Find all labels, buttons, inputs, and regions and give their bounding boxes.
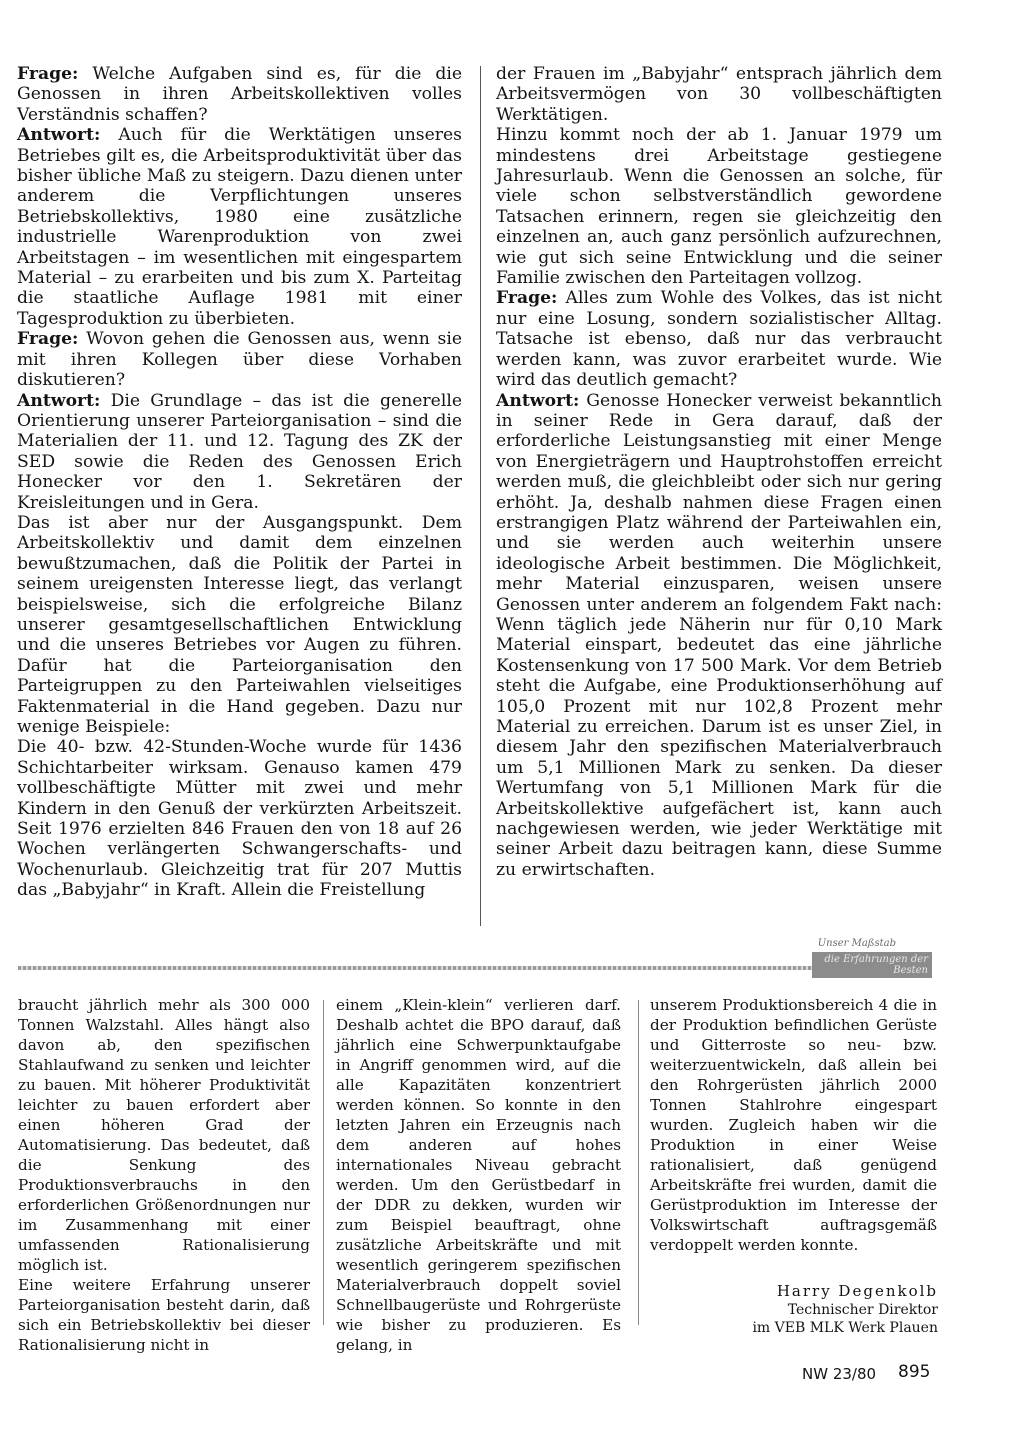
author-title: Technischer Direktor bbox=[787, 1302, 938, 1318]
section-divider-band bbox=[18, 966, 813, 970]
issue-number: NW 23/80 bbox=[802, 1365, 877, 1383]
page-number: 895 bbox=[898, 1362, 931, 1382]
question-2: Frage: Wovon gehen die Genossen aus, wenn sie mit ihren Kollegen über diese Vorhaben diskutieren? bbox=[17, 329, 462, 391]
question-1: Frage: Welche Aufgaben sind es, für die die Genossen in ihren Arbeitskollektiven volles Verständnis schaffen? bbox=[17, 64, 462, 125]
answer-2: Antwort: Die Grundlage – das ist die generelle Orientierung unserer Parteiorganisation – sind die Materialien der 11. und 12. Tagung des ZK der SED sowie die Reden des Genossen Erich Honecker vor den 1. Sekretären der Kreisleitungen und in Gera. bbox=[17, 390, 462, 513]
author-name: Harry Degenkolb bbox=[776, 1282, 938, 1300]
paragraph: einem „Klein-klein“ verlieren darf. Deshalb achtet die BPO darauf, daß jährlich eine Schwerpunktaufgabe in Angriff genommen wird, auf die alle Kapazitäten konzentriert werden können. So konnte in den letzten Jahren ein Erzeugnis nach dem anderen auf hohes internationales Niveau gebracht werden. Um den Gerüstbedarf in der DDR zu dekken, wurden wir zum Beispiel beauftragt, ohne zusätzliche Arbeitskräfte und mit wesentlich geringerem spezifischen Materialverbrauch doppelt soviel Schnellbaugerüste und Rohrgerüste wie bisher zu produzieren. Es gelang, in bbox=[336, 996, 621, 1354]
article-column-5 bbox=[650, 995, 937, 1255]
column-divider bbox=[638, 1000, 639, 1325]
article-column-1 bbox=[17, 64, 462, 901]
paragraph: unserem Produktionsbereich 4 die in der Produktion befindlichen Gerüste und Gitterroste so neu- bzw. weiterzuentwickeln, daß allein bei den Rohrgerüsten jährlich 2000 Tonnen Stahlrohre eingespart wurden. Zugleich haben wir die Produktion in einer Weise rationalisiert, daß genügend Arbeitskräfte frei wurden, damit die Gerüstproduktion im Interesse der Volkswirtschaft auftragsgemäß verdoppelt werden konnte. bbox=[650, 996, 937, 1254]
answer-3: Antwort: Genosse Honecker verweist bekanntlich in seiner Rede in Gera darauf, daß der erforderliche Leistungsanstieg mit einer Menge von Energieträgern und Hauptrohstoffen erreicht werden muß, die gleichbleibt oder sich nur gering erhöht. Ja, deshalb nahmen diese Fragen einen erstrangigen Platz während der Parteiwahlen ein, und sie werden auch weiterhin unsere ideologische Arbeit bestimmen. Die Möglichkeit, mehr Material einzusparen, weisen unsere Genossen unter anderem an folgendem Fakt nach: Wenn täglich jede Näherin nur für 0,10 Mark Material einspart, bedeutet das eine jährliche Kostensenkung von 17 500 Mark. Vor dem Betrieb steht die Aufgabe, eine Produktionserhöhung auf 105,0 Prozent mit nur 102,8 Prozent mehr Material zu erreichen. Darum ist es unser Ziel, in diesem Jahr den spezifischen Materialverbrauch um 5,1 Millionen Mark zu senken. Da dieser Wertumfang von 5,1 Millionen Mark für die Arbeitskollektive aufgefächert ist, kann auch nachgewiesen werden, wie jeder Werktätige mit seiner Arbeit dazu beitragen kann, diese Summe zu erwirtschaften. bbox=[496, 390, 942, 880]
paragraph: braucht jährlich mehr als 300 000 Tonnen Walzstahl. Alles hängt also davon ab, den spezifischen Stahlaufwand zu senken und leichter zu bauen. Mit höherer Produktivität leichter zu bauen erfordert aber einen höheren Grad der Automatisierung. Das bedeutet, daß die Senkung des Produktionsverbrauchs in den erforderlichen Größenordnungen nur im Zusammenhang mit einer umfassenden Rationalisierung möglich ist. bbox=[18, 996, 310, 1274]
rubric-logo: Unser Maßstab die Erfahrungen der Besten bbox=[812, 938, 932, 974]
paragraph: Hinzu kommt noch der ab 1. Januar 1979 um mindestens drei Arbeitstage gestiegene Jahresurlaub. Wenn die Genossen an solche, für viele schon selbstverständlich gewordene Tatsachen erinnern, regen sie gleichzeitig den einzelnen an, auch ganz persönlich aufzurechnen, wie gut sich seine Entwicklung und die seiner Familie zwischen den Parteitagen vollzog. bbox=[496, 125, 942, 289]
column-divider bbox=[323, 1000, 324, 1325]
answer-1: Antwort: Auch für die Werktätigen unseres Betriebes gilt es, die Arbeitsproduktivität über das bisher übliche Maß zu steigern. Dazu dienen unter anderem die Verpflichtungen unseres Betriebskollektivs, 1980 eine zusätzliche industrielle Warenproduktion von zwei Arbeitstagen – im wesentlichen mit eingespartem Material – zu erarbeiten und bis zum X. Parteitag die staatliche Auflage 1981 mit einer Tagesproduktion zu überbieten. bbox=[17, 125, 462, 329]
paragraph: Die 40- bzw. 42-Stunden-Woche wurde für 1436 Schichtarbeiter wirksam. Genauso kamen 479 vollbeschäftigte Mütter mit zwei und mehr Kindern in den Genuß der verkürzten Arbeitszeit. Seit 1976 erzielten 846 Frauen den von 18 auf 26 Wochen verlängerten Schwangerschafts- und Wochenurlaub. Gleichzeitig trat für 207 Muttis das „Babyjahr“ in Kraft. Allein die Freistellung bbox=[17, 737, 462, 901]
paragraph: der Frauen im „Babyjahr“ entsprach jährlich dem Arbeitsvermögen von 30 vollbeschäftigten Werktätigen. bbox=[496, 64, 942, 125]
paragraph: Eine weitere Erfahrung unserer Parteiorganisation besteht darin, daß sich ein Betriebskollektiv bei dieser Rationalisierung nicht in bbox=[18, 1276, 310, 1354]
article-column-2 bbox=[496, 64, 942, 880]
paragraph: Das ist aber nur der Ausgangspunkt. Dem Arbeitskollektiv und damit dem einzelnen bewußtzumachen, daß die Politik der Partei in seinem ureigensten Interesse liegt, das verlangt beispielsweise, sich die erfolgreiche Bilanz unserer gesamtgesellschaftlichen Entwicklung und die unseres Betriebes vor Augen zu führen. Dafür hat die Parteiorganisation den Parteigruppen zu den Parteiwahlen vielseitiges Faktenmaterial in die Hand gegeben. Dazu nur wenige Beispiele: bbox=[17, 512, 462, 737]
question-3: Frage: Alles zum Wohle des Volkes, das ist nicht nur eine Losung, sondern sozialistischer Alltag. Tatsache ist ebenso, daß nur das verbraucht werden kann, was zuvor erarbeitet wurde. Wie wird das deutlich gemacht? bbox=[496, 288, 942, 391]
article-column-4 bbox=[336, 995, 621, 1355]
column-divider bbox=[480, 66, 481, 926]
author-organization: im VEB MLK Werk Plauen bbox=[752, 1320, 938, 1336]
article-column-3 bbox=[18, 995, 310, 1355]
